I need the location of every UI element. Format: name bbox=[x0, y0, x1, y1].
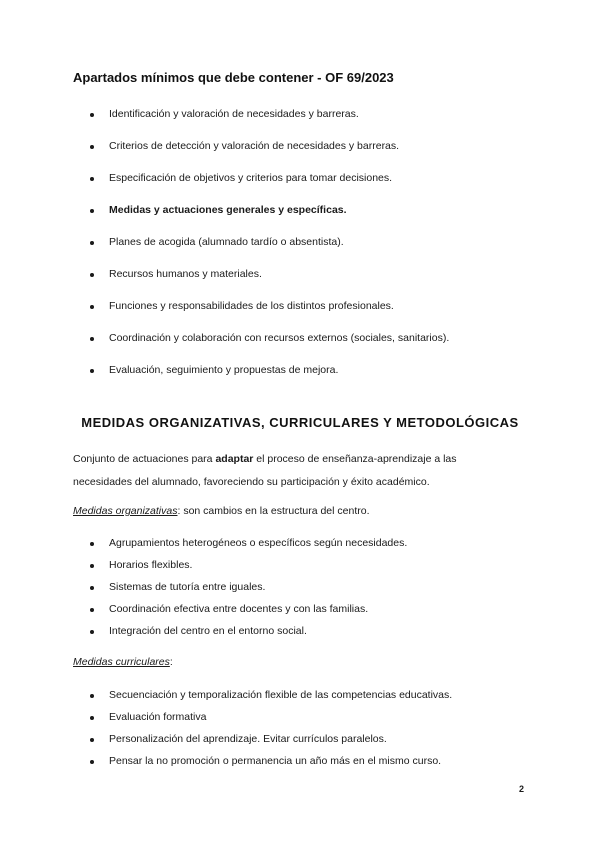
bullet-icon bbox=[90, 273, 94, 277]
emphasis-adaptar: adaptar bbox=[215, 453, 254, 465]
section-heading-medidas: MEDIDAS ORGANIZATIVAS, CURRICULARES Y METODOLÓGICAS bbox=[81, 415, 519, 430]
bullet-icon bbox=[90, 694, 94, 698]
page-number: 2 bbox=[519, 784, 525, 794]
document-page: Apartados mínimos que debe contener - OF 69/2023 Identificación y valoración de necesidades y barreras. Criterios de detección y valoración de necesidades y barreras. Especificación de objetivos y criterios para tomar decisiones. Medidas y actuaciones generales y específicas. Planes de acogida (alumnado tardío o absentista). Recursos humanos y materiales. Funciones y responsabilidades de los distintos profesionales. Coordinación y colaboración con recursos externos (sociales, sanitarios). Evaluación, seguimiento y propuestas de mejora. MEDIDAS ORGANIZATIVAS, CURRICULARES Y METODOLÓGICAS Conjunto de actuaciones para adaptar el proceso de enseñanza-aprendizaje a las necesidades del alumnado, favoreciendo su participación y éxito académico. Medidas organizativas: son cambios en la estructura del centro. Agrupamientos heterogéneos o específicos según necesidades. Horarios flexibles. Sistemas de tutoría entre iguales. Coordinación efectiva entre docentes y con las familias. Integración del centro en el entorno social. Medidas curriculares: Secuenciación y temporalización flexible de las competencias educativas. Evaluación formativa Personalización del aprendizaje. Evitar currículos paralelos. Pensar la no promoción o permanencia un año más en el mismo curso. 2 bbox=[0, 0, 600, 848]
subheading-organizativas: Medidas organizativas: son cambios en la estructura del centro. bbox=[73, 505, 370, 517]
bullet-icon bbox=[90, 241, 94, 245]
bullet-icon bbox=[90, 760, 94, 764]
bullet-icon bbox=[90, 145, 94, 149]
section-heading-apartados: Apartados mínimos que debe contener - OF 69/2023 bbox=[73, 70, 394, 85]
bullet-icon bbox=[90, 630, 94, 634]
bullet-icon bbox=[90, 564, 94, 568]
bullet-icon bbox=[90, 113, 94, 117]
bullet-icon bbox=[90, 608, 94, 612]
bullet-icon bbox=[90, 716, 94, 720]
bullet-icon bbox=[90, 738, 94, 742]
bullet-icon bbox=[90, 177, 94, 181]
bullet-icon bbox=[90, 209, 94, 213]
bullet-icon bbox=[90, 586, 94, 590]
intro-paragraph: Conjunto de actuaciones para adaptar el proceso de enseñanza-aprendizaje a las necesidades del alumnado, favoreciendo su participación y éxito académico. bbox=[73, 453, 457, 488]
bullet-icon bbox=[90, 337, 94, 341]
bullet-icon bbox=[90, 542, 94, 546]
subheading-curriculares: Medidas curriculares: bbox=[73, 656, 173, 668]
bullet-icon bbox=[90, 305, 94, 309]
bullet-icon bbox=[90, 369, 94, 373]
